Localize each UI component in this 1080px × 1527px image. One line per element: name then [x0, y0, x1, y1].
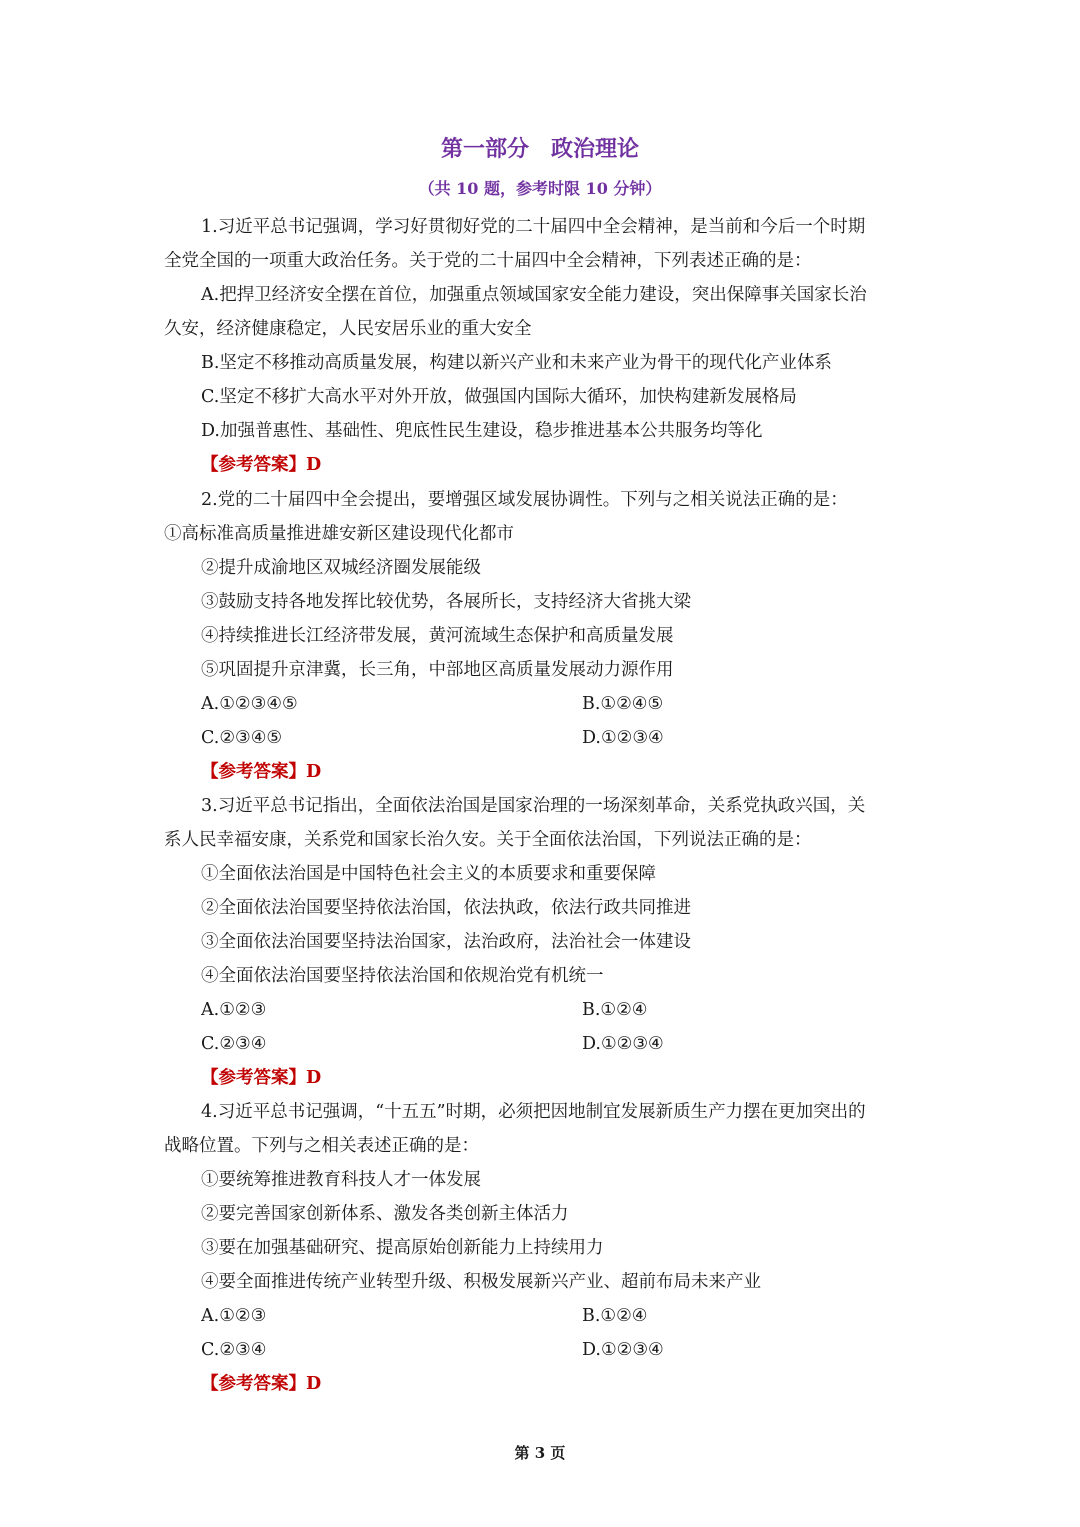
- q3-option-a: A.①②③: [201, 1000, 267, 1020]
- q2-item-3: ③鼓励支持各地发挥比较优势，各展所长，支持经济大省挑大梁: [201, 592, 691, 612]
- section-subtitle: （共 10 题，参考时限 10 分钟）: [418, 179, 662, 198]
- q3-option-d: D.①②③④: [582, 1034, 664, 1054]
- q4-option-c: C.②③④: [201, 1340, 267, 1360]
- q4-item-4: ④要全面推进传统产业转型升级、积极发展新兴产业、超前布局未来产业: [201, 1272, 761, 1292]
- q4-option-a: A.①②③: [201, 1306, 267, 1326]
- q3-option-b: B.①②④: [582, 1000, 648, 1020]
- q3-item-2: ②全面依法治国要坚持依法治国，依法执政，依法行政共同推进: [201, 898, 691, 918]
- q4-answer: 【参考答案】D: [201, 1374, 322, 1394]
- q3-answer: 【参考答案】D: [201, 1068, 322, 1088]
- q2-item-5: ⑤巩固提升京津冀，长三角，中部地区高质量发展动力源作用: [201, 660, 674, 680]
- q4-item-2: ②要完善国家创新体系、激发各类创新主体活力: [201, 1204, 569, 1224]
- q4-stem-line-1: 4.习近平总书记强调，“十五五”时期，必须把因地制宜发展新质生产力摆在更加突出的: [201, 1102, 866, 1122]
- q3-option-c: C.②③④: [201, 1034, 267, 1054]
- q1-option-d: D.加强普惠性、基础性、兜底性民生建设，稳步推进基本公共服务均等化: [201, 421, 763, 441]
- q1-option-c: C.坚定不移扩大高水平对外开放，做强国内国际大循环，加快构建新发展格局: [201, 387, 797, 407]
- q1-option-a-line-2: 久安，经济健康稳定，人民安居乐业的重大安全: [164, 319, 532, 339]
- q2-option-a: A.①②③④⑤: [201, 694, 298, 714]
- q4-item-3: ③要在加强基础研究、提高原始创新能力上持续用力: [201, 1238, 604, 1258]
- q3-item-3: ③全面依法治国要坚持法治国家，法治政府，法治社会一体建设: [201, 932, 691, 952]
- q4-option-b: B.①②④: [582, 1306, 648, 1326]
- q3-stem-line-2: 系人民幸福安康，关系党和国家长治久安。关于全面依法治国，下列说法正确的是：: [164, 830, 812, 850]
- q2-item-1: ①高标准高质量推进雄安新区建设现代化都市: [164, 524, 514, 544]
- q2-answer: 【参考答案】D: [201, 762, 322, 782]
- q1-option-a-line-1: A.把捍卫经济安全摆在首位，加强重点领域国家安全能力建设，突出保障事关国家长治: [201, 285, 867, 305]
- q3-stem-line-1: 3.习近平总书记指出，全面依法治国是国家治理的一场深刻革命，关系党执政兴国，关: [201, 796, 866, 816]
- q3-item-4: ④全面依法治国要坚持依法治国和依规治党有机统一: [201, 966, 604, 986]
- q3-item-1: ①全面依法治国是中国特色社会主义的本质要求和重要保障: [201, 864, 656, 884]
- q4-stem-line-2: 战略位置。下列与之相关表述正确的是：: [164, 1136, 479, 1156]
- q4-item-1: ①要统筹推进教育科技人才一体发展: [201, 1170, 481, 1190]
- page-number: 第 3 页: [514, 1444, 566, 1462]
- q1-stem-line-1: 1.习近平总书记强调，学习好贯彻好党的二十届四中全会精神，是当前和今后一个时期: [201, 217, 866, 237]
- q4-option-d: D.①②③④: [582, 1340, 664, 1360]
- q1-answer: 【参考答案】D: [201, 455, 322, 475]
- section-title: 第一部分 政治理论: [440, 137, 639, 162]
- q2-option-c: C.②③④⑤: [201, 728, 283, 748]
- q2-stem-line-1: 2.党的二十届四中全会提出，要增强区域发展协调性。下列与之相关说法正确的是：: [201, 490, 848, 510]
- q1-stem-line-2: 全党全国的一项重大政治任务。关于党的二十届四中全会精神，下列表述正确的是：: [164, 251, 812, 271]
- q2-item-2: ②提升成渝地区双城经济圈发展能级: [201, 558, 481, 578]
- q2-option-d: D.①②③④: [582, 728, 664, 748]
- q1-option-b: B.坚定不移推动高质量发展，构建以新兴产业和未来产业为骨干的现代化产业体系: [201, 353, 832, 373]
- q2-option-b: B.①②④⑤: [582, 694, 664, 714]
- q2-item-4: ④持续推进长江经济带发展，黄河流域生态保护和高质量发展: [201, 626, 674, 646]
